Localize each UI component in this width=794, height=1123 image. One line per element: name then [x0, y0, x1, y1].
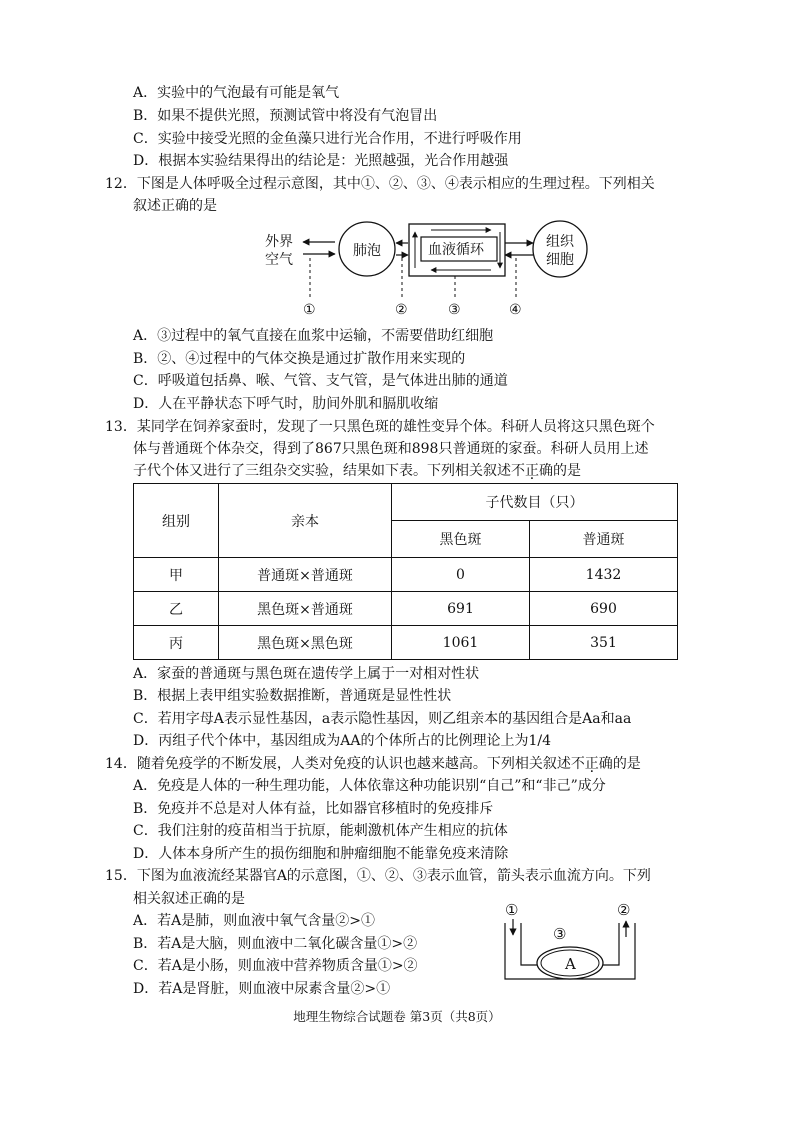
q14-option-d: D．人体本身所产生的损伤细胞和肿瘤细胞不能靠免疫来清除 [133, 846, 509, 862]
row-normal-count: 690 [530, 592, 678, 626]
q13-stem-line2: 体与普通斑个体杂交，得到了867只黑色斑和898只普通斑的家蚕。科研人员用上述 [133, 441, 649, 457]
table-row [134, 558, 678, 592]
table-header-offspring: 子代数目（只） [392, 484, 678, 521]
q12-option-b: B．②、④过程中的气体交换是通过扩散作用来实现的 [133, 351, 466, 367]
q12-option-a: A．③过程中的氧气直接在血浆中运输，不需要借助红细胞 [133, 328, 494, 344]
row-parents: 普通斑×普通斑 [219, 558, 392, 592]
row-black-count: 0 [392, 558, 530, 592]
q13-option-d: D．丙组子代个体中，基因组成为AA的个体所占的比例理论上为1/4 [133, 733, 551, 749]
q15-option-d: D．若A是肾脏，则血液中尿素含量②>① [133, 981, 391, 997]
row-normal-count: 351 [530, 626, 678, 660]
row-black-count: 1061 [392, 626, 530, 660]
row-group: 甲 [134, 558, 219, 592]
q13-stem-line1: 13．某同学在饲养家蚕时，发现了一只黑色斑的雄性变异个体。科研人员将这只黑色斑个 [105, 419, 655, 435]
q15-option-b: B．若A是大脑，则血液中二氧化碳含量①>② [133, 936, 418, 952]
q13-emphasis: 不正确 [511, 463, 553, 479]
row-group: 丙 [134, 626, 219, 660]
q12-stem-line2: 叙述正确的是 [133, 198, 217, 214]
vessel-2-label: ② [617, 901, 631, 919]
circulation-label: 血液循环 [428, 242, 484, 258]
vessel-1-label: ① [505, 901, 519, 919]
row-group: 乙 [134, 592, 219, 626]
tissue-label-1: 组织 [546, 234, 574, 250]
vessel-3-label: ③ [553, 925, 567, 943]
table-header-black: 黑色斑 [392, 521, 530, 558]
q15-stem-line1: 15．下图为血液流经某器官A的示意图，①、②、③表示血管，箭头表示血流方向。下列 [105, 868, 651, 884]
process-3-label: ③ [448, 302, 461, 318]
process-2-label: ② [395, 302, 408, 318]
process-4-label: ④ [509, 302, 522, 318]
q13-option-c: C．若用字母A表示显性基因，a表示隐性基因，则乙组亲本的基因组合是Aa和aa [133, 711, 632, 727]
table-row [134, 626, 678, 660]
q14-option-a: A．免疫是人体的一种生理功能，人体依靠这种功能识别“自己”和“非己”成分 [133, 778, 606, 794]
q14-option-c: C．我们注射的疫苗相当于抗原，能刺激机体产生相应的抗体 [133, 823, 508, 839]
page-footer: 地理生物综合试题卷 第3页（共8页） [293, 1009, 501, 1024]
row-normal-count: 1432 [530, 558, 678, 592]
process-1-label: ① [303, 302, 316, 318]
outer-air-label-1: 外界 [265, 234, 293, 250]
row-parents: 黑色斑×普通斑 [219, 592, 392, 626]
organ-blood-flow-diagram [495, 895, 655, 995]
table-header-parents: 亲本 [219, 484, 392, 558]
alveoli-label: 肺泡 [353, 243, 381, 259]
respiration-diagram [255, 218, 595, 320]
q13-option-b: B．根据上表甲组实验数据推断，普通斑是显性性状 [133, 688, 452, 704]
q11-option-b: B．如果不提供光照，预测试管中将没有气泡冒出 [133, 108, 438, 124]
q12-option-c: C．呼吸道包括鼻、喉、气管、支气管，是气体进出肺的通道 [133, 373, 508, 389]
table-header-normal: 普通斑 [530, 521, 678, 558]
q11-option-d: D．根据本实验结果得出的结论是：光照越强，光合作用越强 [133, 153, 509, 169]
silkworm-cross-table [133, 483, 678, 660]
q14-emphasis: 不正确 [570, 756, 613, 772]
q12-option-d: D．人在平静状态下呼气时，肋间外肌和膈肌收缩 [133, 396, 439, 412]
q15-option-a: A．若A是肺，则血液中氧气含量②>① [133, 913, 375, 929]
q11-option-a: A．实验中的气泡最有可能是氧气 [133, 85, 340, 101]
q14-stem: 14．随着免疫学的不断发展，人类对免疫的认识也越来越高。下列相关叙述不正确的是 [105, 756, 641, 772]
table-header-group: 组别 [134, 484, 219, 558]
q15-option-c: C．若A是小肠，则血液中营养物质含量①>② [133, 958, 418, 974]
q15-stem-line2: 相关叙述正确的是 [133, 891, 245, 907]
organ-a-label: A [565, 955, 576, 973]
q13-option-a: A．家蚕的普通斑与黑色斑在遗传学上属于一对相对性状 [133, 666, 480, 682]
tissue-label-2: 细胞 [546, 252, 574, 268]
q12-stem-line1: 12．下图是人体呼吸全过程示意图，其中①、②、③、④表示相应的生理过程。下列相关 [105, 176, 655, 192]
row-black-count: 691 [392, 592, 530, 626]
table-row [134, 592, 678, 626]
outer-air-label-2: 空气 [265, 252, 293, 268]
q13-stem-line3: 子代个体又进行了三组杂交实验，结果如下表。下列相关叙述不正确的是 [133, 463, 581, 479]
q11-option-c: C．实验中接受光照的金鱼藻只进行光合作用，不进行呼吸作用 [133, 131, 522, 147]
q14-option-b: B．免疫并不总是对人体有益，比如器官移植时的免疫排斥 [133, 801, 494, 817]
row-parents: 黑色斑×黑色斑 [219, 626, 392, 660]
